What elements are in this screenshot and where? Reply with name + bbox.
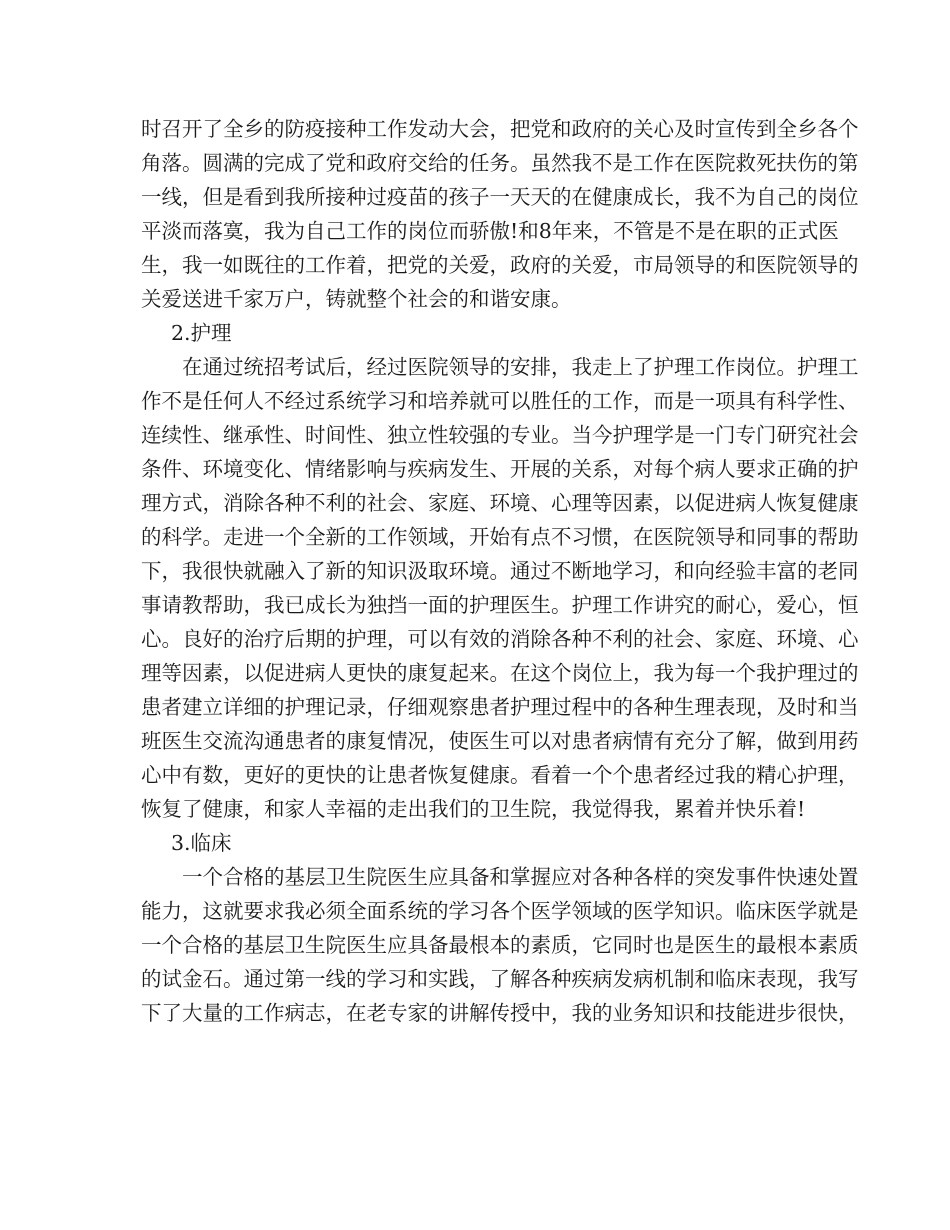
text-line: 恢复了健康，和家人幸福的走出我们的卫生院，我觉得我，累着并快乐着!: [141, 797, 806, 821]
text-line: 关爱送进千家万户，铸就整个社会的和谐安康。: [141, 287, 572, 311]
text-line: 下了大量的工作病志，在老专家的讲解传授中，我的业务知识和技能进步很快，: [141, 1001, 859, 1025]
text-line: 角落。圆满的完成了党和政府交给的任务。虽然我不是工作在医院救死扶伤的第: [141, 151, 859, 175]
paragraph-3: [141, 860, 859, 1030]
text-line: 理等因素，以促进病人更快的康复起来。在这个岗位上，我为每一个我护理过的: [141, 661, 859, 685]
text-line: 事请教帮助，我已成长为独挡一面的护理医生。护理工作讲究的耐心，爱心，恒: [141, 593, 859, 617]
text-line: 班医生交流沟通患者的康复情况，使医生可以对患者病情有充分了解，做到用药: [141, 729, 859, 753]
text-line: 条件、环境变化、情绪影响与疾病发生、开展的关系，对每个病人要求正确的护: [141, 457, 859, 481]
text-line: 一个合格的基层卫生院医生应具备和掌握应对各种各样的突发事件快速处置: [182, 865, 859, 889]
paragraph-2: [141, 350, 859, 826]
text-line: 一线，但是看到我所接种过疫苗的孩子一天天的在健康成长，我不为自己的岗位: [141, 185, 859, 209]
text-line: 在通过统招考试后，经过医院领导的安排，我走上了护理工作岗位。护理工: [182, 355, 859, 379]
text-line: 作不是任何人不经过系统学习和培养就可以胜任的工作，而是一项具有科学性、: [141, 389, 859, 413]
text-line: 时召开了全乡的防疫接种工作发动大会，把党和政府的关心及时宣传到全乡各个: [141, 117, 859, 141]
paragraph-1: [141, 112, 859, 316]
text-line: 心中有数，更好的更快的让患者恢复健康。看着一个个患者经过我的精心护理，: [141, 763, 859, 787]
text-line: 一个合格的基层卫生院医生应具备最根本的素质，它同时也是医生的最根本素质: [141, 933, 859, 957]
text-line: 下，我很快就融入了新的知识汲取环境。通过不断地学习，和向经验丰富的老同: [141, 559, 859, 583]
section-heading-nursing: 2.护理: [171, 321, 232, 345]
text-line: 患者建立详细的护理记录，仔细观察患者护理过程中的各种生理表现，及时和当: [141, 695, 859, 719]
text-line: 连续性、继承性、时间性、独立性较强的专业。当今护理学是一门专门研究社会: [141, 423, 859, 447]
text-line: 的试金石。通过第一线的学习和实践，了解各种疾病发病机制和临床表现，我写: [141, 967, 859, 991]
text-line: 理方式，消除各种不利的社会、家庭、环境、心理等因素，以促进病人恢复健康: [141, 491, 859, 515]
text-line: 的科学。走进一个全新的工作领域，开始有点不习惯，在医院领导和同事的帮助: [141, 525, 859, 549]
document-body: [141, 112, 859, 1030]
section-heading-clinical: 3.临床: [171, 831, 232, 855]
text-line: 平淡而落寞，我为自己工作的岗位而骄傲!和8年来，不管是不是在职的正式医: [141, 219, 839, 243]
text-line: 生，我一如既往的工作着，把党的关爱，政府的关爱，市局领导的和医院领导的: [141, 253, 859, 277]
text-line: 能力，这就要求我必须全面系统的学习各个医学领域的医学知识。临床医学就是: [141, 899, 859, 923]
text-line: 心。良好的治疗后期的护理，可以有效的消除各种不利的社会、家庭、环境、心: [141, 627, 859, 651]
